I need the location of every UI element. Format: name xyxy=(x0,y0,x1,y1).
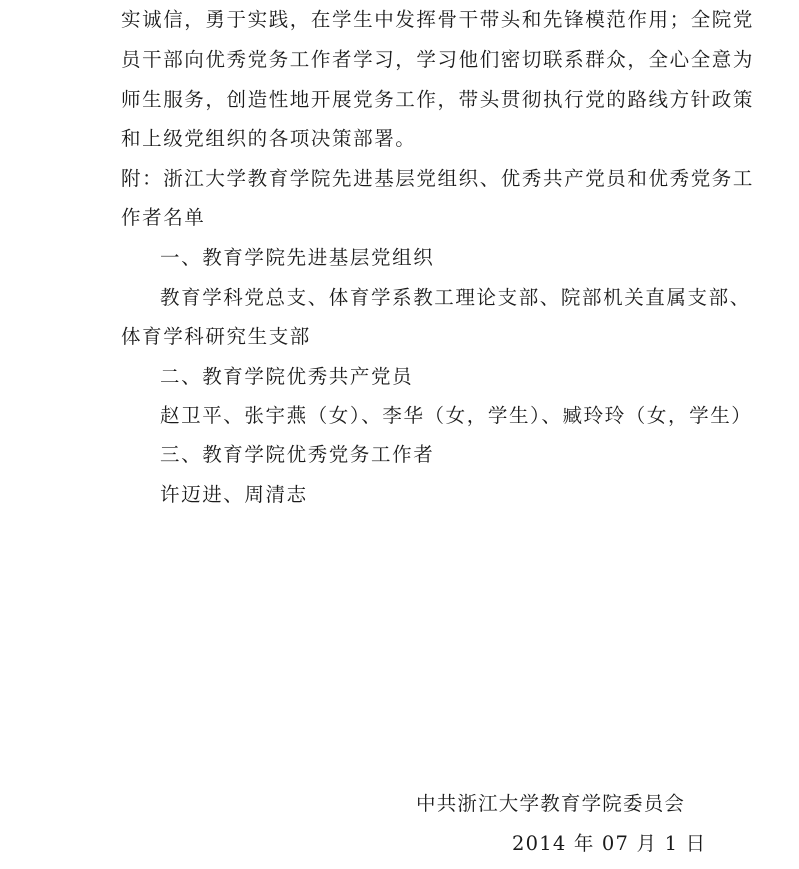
paragraph-line-1: 实诚信，勇于实践，在学生中发挥骨干带头和先锋模范作用；全院党 xyxy=(121,8,755,31)
section2-content: 赵卫平、张宇燕（女）、李华（女，学生）、臧玲玲（女，学生） xyxy=(160,404,753,427)
section1-content-line-1: 教育学科党总支、体育学系教工理论支部、院部机关直属支部、 xyxy=(160,286,751,309)
appendix-line-2: 作者名单 xyxy=(121,206,206,229)
section1-content-line-2: 体育学科研究生支部 xyxy=(121,325,311,348)
paragraph-line-4: 和上级党组织的各项决策部署。 xyxy=(121,127,417,150)
section3-content: 许迈进、周清志 xyxy=(160,483,308,506)
section2-heading: 二、教育学院优秀共产党员 xyxy=(160,365,414,388)
paragraph-line-2: 员干部向优秀党务工作者学习，学习他们密切联系群众，全心全意为 xyxy=(121,48,755,71)
paragraph-line-3: 师生服务，创造性地开展党务工作，带头贯彻执行党的路线方针政策 xyxy=(121,88,755,111)
section1-heading: 一、教育学院先进基层党组织 xyxy=(160,246,435,269)
section3-heading: 三、教育学院优秀党务工作者 xyxy=(160,443,435,466)
appendix-line-1: 附：浙江大学教育学院先进基层党组织、优秀共产党员和优秀党务工 xyxy=(121,167,755,190)
signature-organization: 中共浙江大学教育学院委员会 xyxy=(416,792,686,815)
signature-date: 2014 年 07 月 1 日 xyxy=(512,832,707,855)
